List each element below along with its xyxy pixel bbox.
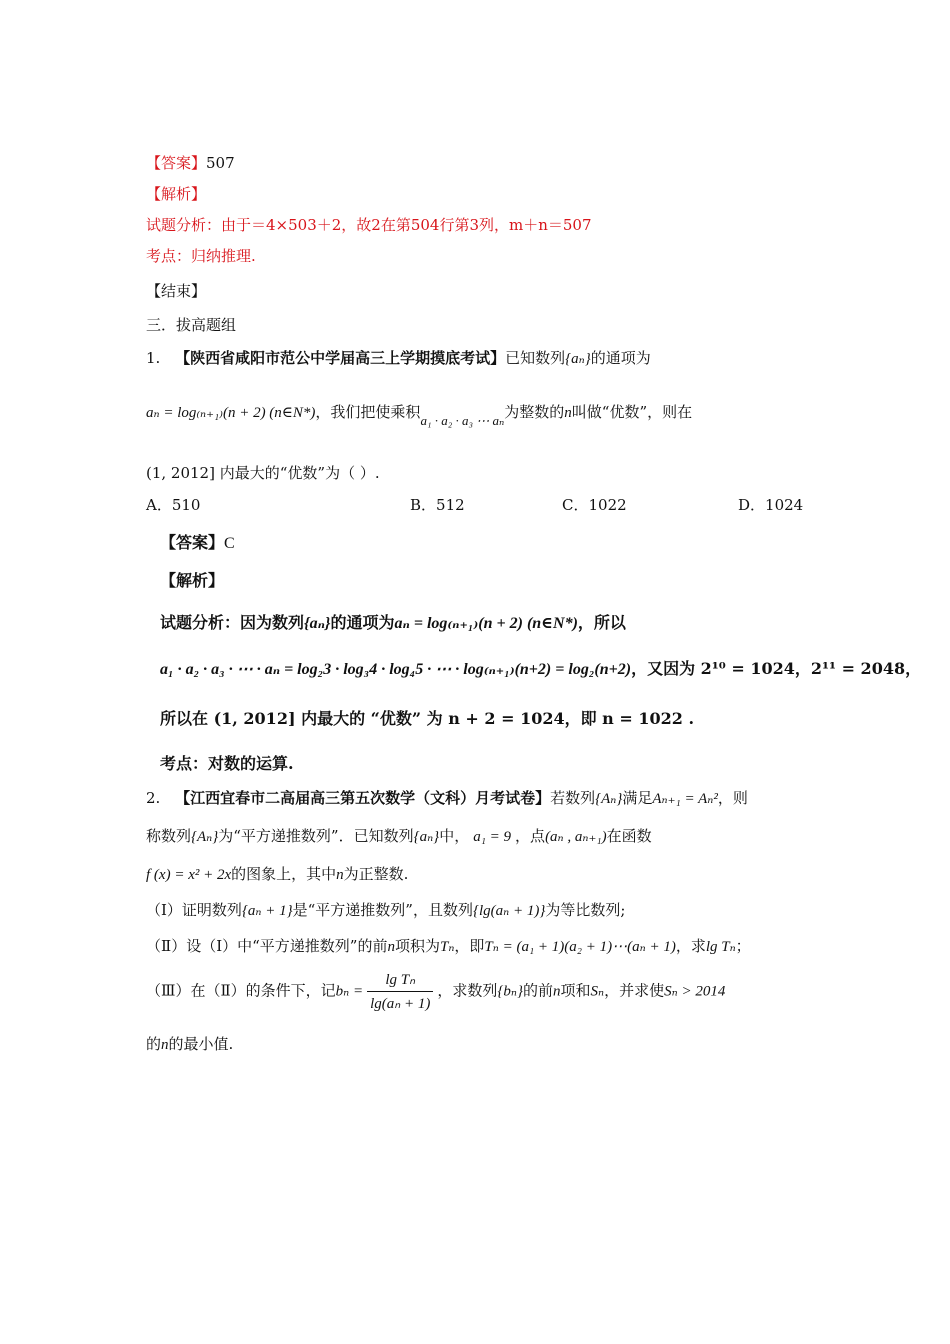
q2-line1-b: 满足 xyxy=(622,789,653,807)
q1-answer-tag: 【答案】 xyxy=(160,533,225,552)
q2-line1-c: ，则 xyxy=(717,789,748,807)
q2-line-1 xyxy=(146,787,748,808)
q2-line2-seq: {Aₙ} xyxy=(191,829,219,845)
q1-analysis-line-2 xyxy=(160,656,921,679)
keypoint-text: 考点：归纳推理. xyxy=(146,247,256,265)
q1-range-line: (1, 2012] 内最大的“优数”为（ ）. xyxy=(146,464,380,482)
q1-seq: {aₙ} xyxy=(565,351,591,367)
q2-part3-S: Sₙ xyxy=(590,983,605,1000)
q1-analysis-1d: aₙ = log₍ₙ₊₁₎(n + 2) (n∈N*) xyxy=(394,615,578,632)
q2-part2-e: ； xyxy=(735,937,751,955)
q1-text-mid2: 为整数的 xyxy=(504,403,565,421)
q2-part-3 xyxy=(146,970,725,1013)
option-a: A．510 xyxy=(146,496,201,514)
q2-part1-c: 为等比数列; xyxy=(545,901,626,919)
q1-analysis-1e: ，所以 xyxy=(577,613,626,632)
q1-product: a₁ · a₂ · a₃ ⋯ aₙ xyxy=(420,413,505,428)
q2-part2-a: （Ⅱ）设（Ⅰ）中“平方递推数列”的前 xyxy=(146,937,388,955)
q1-keypoint: 考点：对数的运算. xyxy=(160,754,294,773)
q2-part3-e: 项和 xyxy=(560,981,591,1000)
q1-formula-line xyxy=(146,401,693,428)
q2-number: 2. xyxy=(146,789,161,807)
q2-part2-b: 项积为 xyxy=(394,937,440,955)
q1-analysis-1b: {aₙ} xyxy=(304,615,331,632)
q1-analysis-tag: 【解析】 xyxy=(160,571,225,590)
q1-stem xyxy=(146,347,651,368)
q2-line3-n: n xyxy=(336,867,344,883)
q1-analysis-1a: 试题分析：因为数列 xyxy=(160,613,305,632)
q1-answer-value: C xyxy=(224,535,235,552)
option-b: B．512 xyxy=(410,496,465,514)
q2-part1-a: （Ⅰ）证明数列 xyxy=(146,901,242,919)
q1-analysis-2b: ，又因为 2¹⁰ = 1024，2¹¹ = 2048， xyxy=(631,659,922,678)
q2-part3-lhs: bₙ = xyxy=(335,983,364,1000)
q2-line2-seq2: {aₙ} xyxy=(413,829,440,845)
q2-part2-d: ，求 xyxy=(675,937,706,955)
q2-line2-e: 在函数 xyxy=(606,827,652,845)
q2-line3-func: f (x) = x² + 2x xyxy=(146,867,232,883)
q2-part3-n: n xyxy=(553,983,561,1000)
q1-source: 【陕西省咸阳市范公中学届高三上学期摸底考试】 xyxy=(175,349,506,367)
q1-analysis-1c: 的通项为 xyxy=(330,613,395,632)
q2-part-4 xyxy=(146,1033,233,1054)
q2-part4-a: 的 xyxy=(146,1035,162,1053)
q2-line2-a: 称数列 xyxy=(146,827,192,845)
q1-n: n xyxy=(564,405,572,421)
q1-answer-line xyxy=(160,530,235,553)
q2-line2-b: 为“平方递推数列”．已知数列 xyxy=(218,827,414,845)
q2-part4-b: 的最小值. xyxy=(168,1035,234,1053)
q2-part-2 xyxy=(146,935,751,956)
q2-line2-point: (aₙ , aₙ₊₁) xyxy=(545,829,607,845)
q2-part3-a: （Ⅲ）在（Ⅱ）的条件下，记 xyxy=(146,981,336,1000)
q2-line2-c: 中， xyxy=(439,827,470,845)
q1-text-mid: ，我们把使乘积 xyxy=(315,403,421,421)
q2-part4-n: n xyxy=(161,1037,169,1053)
q2-line3-c: 为正整数. xyxy=(343,865,409,883)
q2-part2-lg: lg Tₙ xyxy=(705,939,736,955)
q1-formula: aₙ = log₍ₙ₊₁₎(n + 2) (n∈N*) xyxy=(146,405,316,421)
answer-tag: 【答案】 xyxy=(146,154,207,172)
q2-part1-seq2: {lg(aₙ + 1)} xyxy=(472,903,546,919)
q2-line2-a1: a₁ = 9 xyxy=(473,829,512,845)
q2-part-1 xyxy=(146,899,625,920)
q1-analysis-line-3: 所以在 (1, 2012] 内最大的 “优数” 为 n + 2 = 1024，即 n = 1022 . xyxy=(160,709,695,728)
q2-part1-seq: {aₙ + 1} xyxy=(241,903,293,919)
q2-part3-den: lg(aₙ + 1) xyxy=(370,996,431,1012)
option-d: D．1024 xyxy=(738,496,804,514)
q2-source: 【江西宜春市二高届高三第五次数学（文科）月考试卷】 xyxy=(175,789,551,807)
answer-line-1 xyxy=(146,152,235,173)
answer-value: 507 xyxy=(206,154,235,172)
q2-part3-c: ，求数列 xyxy=(437,981,498,1000)
q2-line-3 xyxy=(146,863,408,884)
q2-line1-formula: Aₙ₊₁ = Aₙ² xyxy=(652,791,718,807)
q1-text-end: 叫做“优数”，则在 xyxy=(571,403,693,421)
q2-part3-f: ，并求使 xyxy=(604,981,665,1000)
q2-part1-b: 是“平方递推数列”，且数列 xyxy=(292,901,473,919)
q1-analysis-line-1 xyxy=(160,610,626,633)
option-c: C．1022 xyxy=(562,496,627,514)
q2-part3-num: lg Tₙ xyxy=(367,970,433,992)
q1-number: 1. xyxy=(146,349,161,367)
q2-part3-seq: {bₙ} xyxy=(497,983,523,1000)
q1-stem-a: 已知数列 xyxy=(505,349,566,367)
q2-part3-ineq: Sₙ > 2014 xyxy=(664,983,726,1000)
q2-line1-seq: {Aₙ} xyxy=(595,791,623,807)
q2-part2-n: n xyxy=(387,939,395,955)
analysis-text: 试题分析：由于＝4×503＋2，故2在第504行第3列，m＋n＝507 xyxy=(146,216,592,234)
section-heading: 三．拔高题组 xyxy=(146,316,237,334)
q2-part2-c: ，即 xyxy=(454,937,485,955)
end-tag: 【结束】 xyxy=(146,282,207,300)
q2-part3-d: 的前 xyxy=(522,981,553,1000)
q2-part3-fraction xyxy=(367,970,433,1013)
q1-analysis-2: a₁ · a₂ · a₃ · ⋯ · aₙ = log₂3 · log₃4 · log₄5 · ⋯ · log₍ₙ₊₁₎(n+2) = log₂(n+2) xyxy=(160,661,632,678)
q2-line2-d: ，点 xyxy=(515,827,546,845)
q2-line3-b: 的图象上，其中 xyxy=(231,865,337,883)
q2-line-2 xyxy=(146,825,652,846)
q2-part2-formula: Tₙ = (a₁ + 1)(a₂ + 1)⋯(aₙ + 1) xyxy=(484,939,676,955)
analysis-tag: 【解析】 xyxy=(146,185,207,203)
q2-part2-T: Tₙ xyxy=(439,939,455,955)
q2-line1-a: 若数列 xyxy=(550,789,596,807)
q1-stem-b: 的通项为 xyxy=(590,349,651,367)
